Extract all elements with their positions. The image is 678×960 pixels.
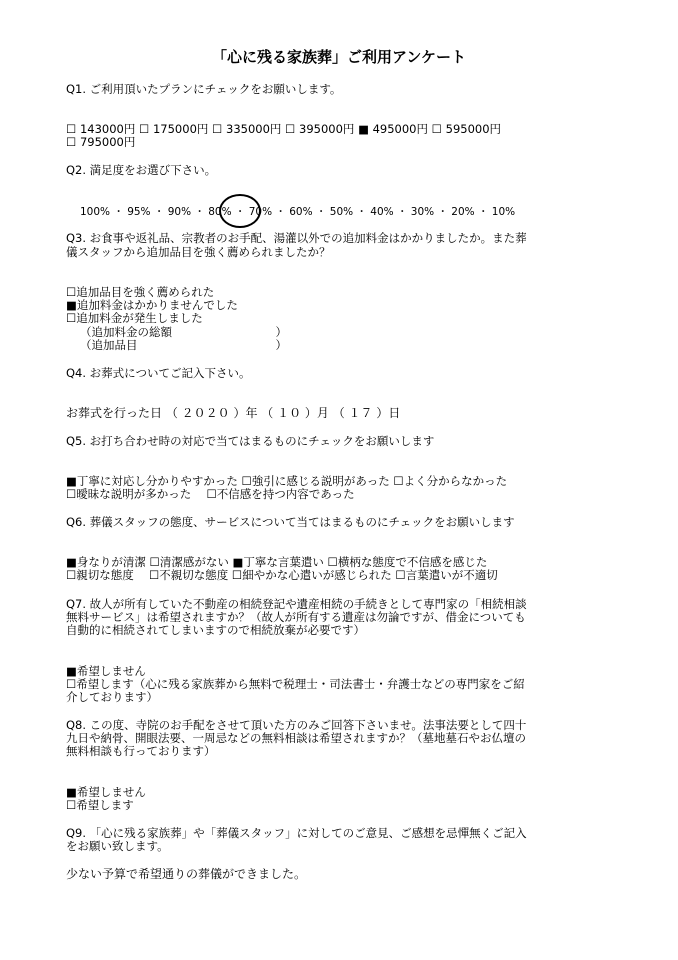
q7-question-line1: Q7. 故人が所有していた不動産の相続登記や遺産相続の手続きとして専門家の「相続相談 [66, 597, 527, 611]
q3-option-2: ■追加料金はかかりませんでした [66, 298, 238, 312]
q8-option-2: ☐希望します [66, 798, 134, 812]
q9-question-line2: をお願い致します。 [66, 839, 169, 853]
q3-question-line1: Q3. お食事や返礼品、宗教者のお手配、湯灌以外での追加料金はかかりましたか。また葬 [66, 231, 527, 245]
page-title: 「心に残る家族葬」ご利用アンケート [211, 48, 467, 66]
q7-question-line2: 無料サービス」は希望されますか？（故人が所有する遺産は勿論ですが、借金についても [66, 610, 526, 624]
q8-question-line2: 九日や納骨、開眼法要、一周忌などの無料相談は希望されますか？（墓地墓石やお仏壇の [66, 731, 526, 745]
q6-question: Q6. 葬儀スタッフの態度、サービスについて当てはまるものにチェックをお願いします [66, 515, 515, 529]
q1-options-line1: ☐ 143000円 ☐ 175000円 ☐ 335000円 ☐ 395000円 ■ 495000円 ☐ 595000円 [66, 122, 502, 136]
q4-question: Q4. お葬式についてご記入下さい。 [66, 366, 251, 380]
q3-question-line2: 儀スタッフから追加品目を強く薦められましたか？ [66, 245, 331, 259]
q9-answer: 少ない予算で希望通りの葬儀ができました。 [66, 867, 307, 881]
q7-option-2-line2: 介しております） [66, 690, 158, 704]
q3-option-1: ☐追加品目を強く薦められた [66, 285, 215, 299]
q5-options-line2: ☐曖昧な説明が多かった ☐不信感を持つ内容であった [66, 487, 355, 501]
q6-options-line2: ☐親切な態度 ☐不親切な態度 ☐細やかな心遣いが感じられた ☐言葉遣いが不適切 [66, 568, 498, 582]
q2-satisfaction-scale: 100% ・ 95% ・ 90% ・ 80% ・ 70% ・ 60% ・ 50% ・ 40% ・ 30% ・ 20% ・ 10% [80, 206, 516, 218]
q6-options-line1: ■身なりが清潔 ☐清潔感がない ■丁寧な言葉遣い ☐横柄な態度で不信感を感じた [66, 555, 488, 569]
q9-question-line1: Q9. 「心に残る家族葬」や「葬儀スタッフ」に対してのご意見、ご感想を忌憚無くご記入 [66, 826, 527, 840]
q3-option-3: ☐追加料金が発生しました [66, 311, 203, 325]
q3-option-5: （追加品目 ） [80, 338, 287, 352]
q7-option-1: ■希望しません [66, 664, 146, 678]
q5-options-line1: ■丁寧に対応し分かりやすかった ☐強引に感じる説明があった ☐よく分からなかった [66, 474, 508, 488]
q4-answer: お葬式を行った日 （ ２０２０ ）年 （ １０ ）月 （ １７ ）日 [66, 406, 401, 420]
q1-question: Q1. ご利用頂いたプランにチェックをお願いします。 [66, 82, 342, 96]
q8-option-1: ■希望しません [66, 785, 146, 799]
q5-question: Q5. お打ち合わせ時の対応で当てはまるものにチェックをお願いします [66, 434, 435, 448]
q8-question-line1: Q8. この度、寺院のお手配をさせて頂いた方のみご回答下さいませ。法事法要として四十 [66, 718, 527, 732]
q8-question-line3: 無料相談も行っております） [66, 744, 216, 758]
q3-option-4: （追加料金の総額 ） [80, 325, 287, 339]
q7-question-line3: 自動的に相続されてしまいますので相続放棄が必要です） [66, 623, 365, 637]
q1-options-line2: ☐ 795000円 [66, 135, 136, 149]
q7-option-2-line1: ☐希望します（心に残る家族葬から無料で税理士・司法書士・弁護士などの専門家をご紹 [66, 677, 525, 691]
q2-question: Q2. 満足度をお選び下さい。 [66, 163, 217, 177]
q2-selected-circle [219, 194, 261, 228]
